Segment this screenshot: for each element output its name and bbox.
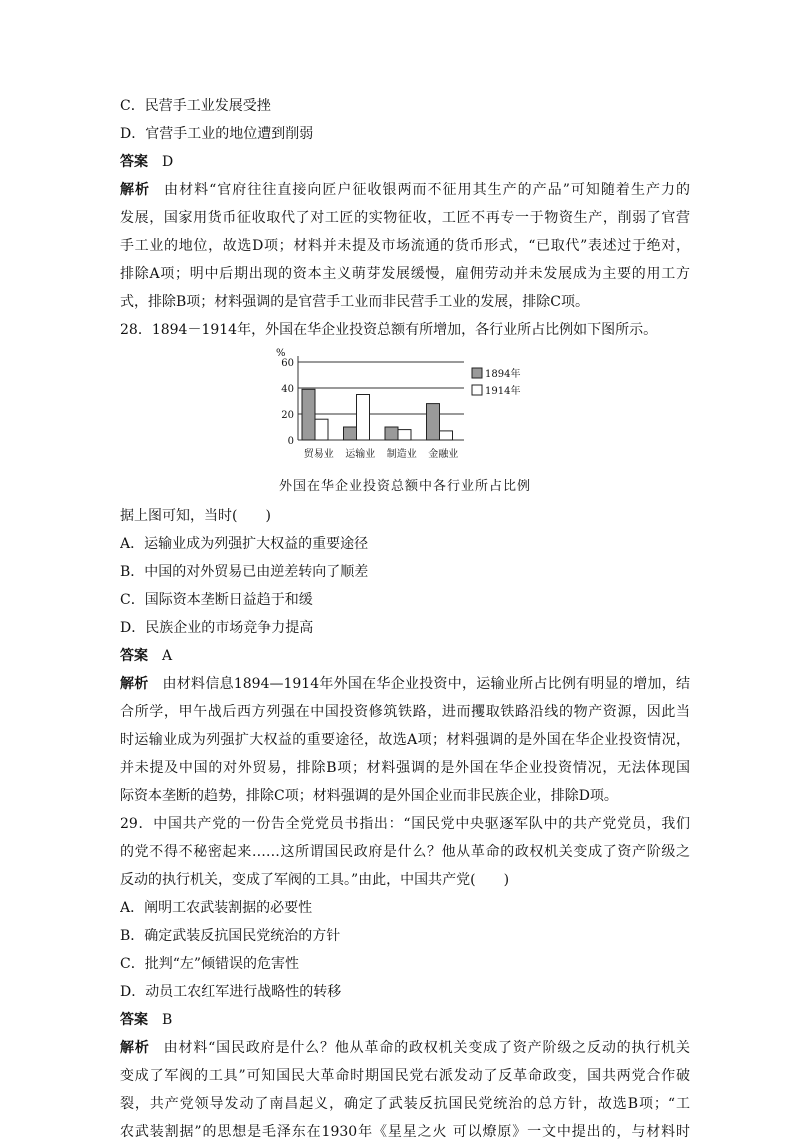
bar-1914年-制造业 [398, 430, 411, 440]
q27-analysis-line [120, 176, 690, 204]
y-tick-label: 40 [281, 384, 294, 395]
q28-chart [120, 344, 690, 474]
q28-analysis-line: 合所学，甲午战后西方列强在中国投资修筑铁路，进而攫取铁路沿线的物产资源，因此当 [120, 704, 690, 720]
q28-analysis-line: 际资本垄断的趋势，排除C项；材料强调的是外国企业而非民族企业，排除D项。 [120, 788, 618, 804]
answer-value: A [162, 648, 173, 664]
y-axis-unit: % [276, 348, 286, 359]
answer-label: 答案 [120, 154, 148, 170]
bar-1894年-金融业 [427, 404, 440, 440]
q27-analysis-line: 发展，国家用货币征收取代了对工匠的实物征收，工匠不再专一于物资生产，削弱了官营 [120, 210, 690, 226]
document-page [120, 92, 690, 1146]
y-tick-label: 0 [287, 436, 294, 447]
q28-analysis-line [120, 670, 690, 698]
q29-option-a: A．阐明工农武装割据的必要性 [120, 900, 313, 916]
q27-option-d: D．官营手工业的地位遭到削弱 [120, 126, 314, 142]
q29-stem-line: 的党不得不秘密起来……这所谓国民政府是什么？他从革命的政权机关变成了资产阶级之 [120, 844, 690, 860]
analysis-label: 解析 [120, 676, 149, 692]
analysis-text: 由材料“官府往往直接向匠户征收银两而不征用其生产的产品”可知随着生产力的 [164, 182, 690, 198]
y-tick-label: 20 [281, 410, 294, 421]
x-tick-label: 贸易业 [303, 449, 334, 460]
q28-stem: 28．1894－1914年，外国在华企业投资总额有所增加，各行业所占比例如下图所示。 [120, 322, 658, 338]
q27-analysis-line: 手工业的地位，故选D项；材料并未提及市场流通的货币形式，“已取代”表述过于绝对， [120, 238, 690, 254]
bar-1914年-贸易业 [315, 419, 328, 440]
q28-option-c: C．国际资本垄断日益趋于和缓 [120, 592, 313, 608]
legend-label: 1894年 [485, 369, 521, 380]
q29-answer [120, 1006, 690, 1034]
answer-label: 答案 [120, 648, 148, 664]
bar-1894年-制造业 [385, 427, 398, 440]
q27-analysis-line: 式，排除B项；材料强调的是官营手工业而非民营手工业的发展，排除C项。 [120, 294, 589, 310]
x-tick-label: 制造业 [386, 449, 417, 460]
bar-1914年-运输业 [357, 395, 370, 441]
y-tick-label: 60 [281, 358, 294, 369]
q27-analysis-line: 排除A项；明中后期出现的资本主义萌芽发展缓慢，雇佣劳动并未发展成为主要的用工方 [120, 266, 690, 282]
q29-analysis-line [120, 1034, 690, 1062]
bar-1894年-贸易业 [302, 389, 315, 440]
answer-value: B [162, 1012, 173, 1028]
q27-option-c: C．民营手工业发展受挫 [120, 98, 271, 114]
chart-caption: 外国在华企业投资总额中各行业所占比例 [278, 479, 531, 494]
q28-prompt: 据上图可知，当时( ) [120, 508, 271, 524]
q28-analysis-line: 时运输业成为列强扩大权益的重要途径，故选A项；材料强调的是外国在华企业投资情况， [120, 732, 690, 748]
legend-swatch-1914年 [472, 385, 482, 395]
q28-option-b: B．中国的对外贸易已由逆差转向了顺差 [120, 564, 369, 580]
q28-option-d: D．民族企业的市场竞争力提高 [120, 620, 314, 636]
q29-stem-line: 反动的执行机关，变成了军阀的工具。”由此，中国共产党( ) [120, 872, 510, 888]
q29-analysis-line: 农武装割据”的思想是毛泽东在1930年《星星之火 可以燎原》一文中提出的，与材料时 [120, 1124, 690, 1140]
analysis-text: 由材料信息1894—1914年外国在华企业投资中，运输业所占比例有明显的增加，结 [162, 676, 690, 692]
q29-analysis-line: 变成了军阀的工具”可知国民大革命时期国民党右派发动了反革命政变，国共两党合作破 [120, 1068, 690, 1084]
q28-analysis-line: 并未提及中国的对外贸易，排除B项；材料强调的是外国在华企业投资情况，无法体现国 [120, 760, 690, 776]
q27-answer [120, 148, 690, 176]
x-tick-label: 运输业 [345, 449, 376, 460]
answer-value: D [162, 154, 174, 170]
x-tick-label: 金融业 [428, 449, 459, 460]
q29-option-d: D．动员工农红军进行战略性的转移 [120, 984, 342, 1000]
legend-label: 1914年 [485, 386, 521, 397]
q29-stem-line: 29．中国共产党的一份告全党党员书指出：“国民党中央驱逐军队中的共产党党员，我们 [120, 816, 690, 832]
analysis-label: 解析 [120, 182, 151, 198]
q28-answer [120, 642, 690, 670]
bar-1914年-金融业 [440, 431, 453, 440]
analysis-text: 由材料“国民政府是什么？他从革命的政权机关变成了资产阶级之反动的执行机关 [163, 1040, 690, 1056]
q29-option-c: C．批判“左”倾错误的危害性 [120, 956, 300, 972]
answer-label: 答案 [120, 1012, 148, 1028]
q29-option-b: B．确定武装反抗国民党统治的方针 [120, 928, 341, 944]
analysis-label: 解析 [120, 1040, 150, 1056]
q28-option-a: A．运输业成为列强扩大权益的重要途径 [120, 536, 369, 552]
legend-swatch-1894年 [472, 368, 482, 378]
q29-analysis-line: 裂，共产党领导发动了南昌起义，确定了武装反抗国民党统治的总方针，故选B项；“工 [120, 1096, 690, 1112]
bar-chart [270, 348, 540, 470]
bar-1894年-运输业 [344, 427, 357, 440]
